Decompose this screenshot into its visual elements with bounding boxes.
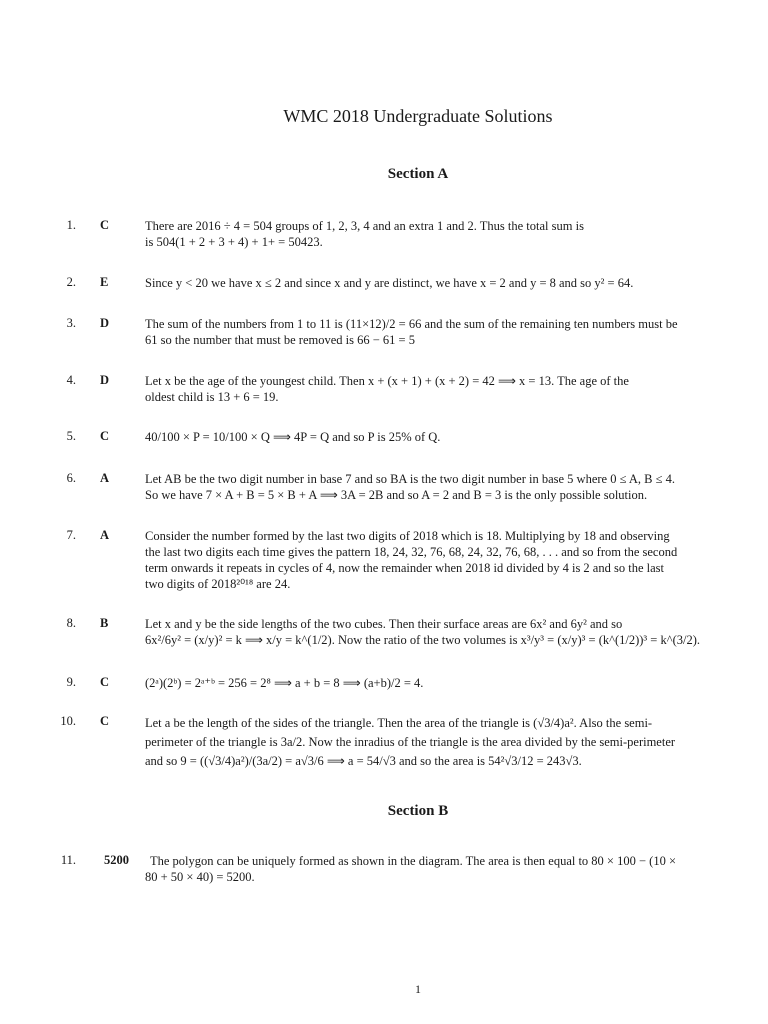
- problem-answer: A: [100, 528, 110, 542]
- problem-number: 8.: [66, 616, 76, 630]
- problem-solution: [145, 616, 723, 648]
- solution-line: two digits of 2018²⁰¹⁸ are 24.: [145, 577, 291, 591]
- problem-number: 3.: [66, 316, 76, 330]
- solution-line: Consider the number formed by the last two digits of 2018 which is 18. Multiplying by 18 and observing: [145, 529, 670, 543]
- solution-line: the last two digits each time gives the pattern 18, 24, 32, 76, 68, 24, 32, 76, 68, . . . and so from the second: [145, 545, 678, 559]
- problem-solution: [145, 429, 723, 445]
- problem-number: 4.: [66, 373, 76, 387]
- problem-solution: [145, 714, 723, 771]
- solution-line: Let AB be the two digit number in base 7 and so BA is the two digit number in base 5 where 0 ≤ A, B ≤ 4.: [145, 472, 675, 486]
- problem-solution: [145, 675, 723, 691]
- problem-answer: C: [100, 675, 110, 689]
- section-b-heading: Section B: [387, 803, 449, 819]
- problem-answer: C: [100, 714, 110, 728]
- problem-answer: A: [100, 471, 110, 485]
- problem-answer: D: [100, 316, 110, 330]
- section-a-heading: Section A: [387, 166, 449, 182]
- problem-number: 7.: [66, 528, 76, 542]
- problem-solution: [145, 218, 723, 250]
- problem-answer: D: [100, 373, 110, 387]
- problem-answer: B: [100, 616, 109, 630]
- solution-line: Since y < 20 we have x ≤ 2 and since x and y are distinct, we have x = 2 and y = 8 and so y² = 64.: [145, 276, 634, 290]
- solution-line: 80 + 50 × 40) = 5200.: [145, 870, 255, 884]
- problem-answer: C: [100, 218, 110, 232]
- problem-solution: [145, 373, 723, 405]
- solution-line: oldest child is 13 + 6 = 19.: [145, 390, 279, 404]
- problem-number: 11.: [60, 853, 76, 867]
- solution-line: is 504(1 + 2 + 3 + 4) + 1+ = 50423.: [145, 235, 323, 249]
- page-number: 1: [415, 982, 421, 996]
- solution-line: (2ᵃ)(2ᵇ) = 2ᵃ⁺ᵇ = 256 = 2⁸ ⟹ a + b = 8 ⟹ (a+b)/2 = 4.: [145, 676, 424, 690]
- solution-line: perimeter of the triangle is 3a/2. Now the inradius of the triangle is the area divided by the semi-perimeter: [145, 735, 676, 749]
- problem-number: 6.: [66, 471, 76, 485]
- problem-answer: E: [100, 275, 109, 289]
- problem-answer: 5200: [104, 853, 129, 867]
- document-title: WMC 2018 Undergraduate Solutions: [283, 106, 553, 126]
- solution-line: Let a be the length of the sides of the triangle. Then the area of the triangle is (√3/4)a². Also the semi-: [145, 716, 653, 730]
- solution-line: term onwards it repeats in cycles of 4, now the remainder when 2018 id divided by 4 is 2 and so the last: [145, 561, 664, 575]
- problem-solution: [145, 528, 723, 592]
- problem-number: 5.: [66, 429, 76, 443]
- problem-number: 9.: [66, 675, 76, 689]
- solution-line: There are 2016 ÷ 4 = 504 groups of 1, 2, 3, 4 and an extra 1 and 2. Thus the total sum is: [145, 219, 584, 233]
- problem-solution: [145, 853, 723, 885]
- solution-line: 61 so the number that must be removed is 66 − 61 = 5: [145, 333, 415, 347]
- solution-line: Let x be the age of the youngest child. Then x + (x + 1) + (x + 2) = 42 ⟹ x = 13. The age of the: [145, 374, 629, 388]
- solution-line: 6x²/6y² = (x/y)² = k ⟹ x/y = k^(1/2). Now the ratio of the two volumes is x³/y³ = (x/y)³ = (k^(1/2))³ = k^(3/2).: [145, 633, 701, 647]
- solution-line: The sum of the numbers from 1 to 11 is (11×12)/2 = 66 and the sum of the remaining ten numbers must be: [145, 317, 678, 331]
- solution-line: So we have 7 × A + B = 5 × B + A ⟹ 3A = 2B and so A = 2 and B = 3 is the only possible solution.: [145, 488, 648, 502]
- solution-line: and so 9 = ((√3/4)a²)/(3a/2) = a√3/6 ⟹ a = 54/√3 and so the area is 54²√3/12 = 243√3.: [145, 754, 582, 768]
- problem-solution: [145, 275, 723, 291]
- problem-number: 10.: [60, 714, 76, 728]
- problem-solution: [145, 471, 723, 503]
- solution-line: 40/100 × P = 10/100 × Q ⟹ 4P = Q and so P is 25% of Q.: [145, 430, 441, 444]
- problem-solution: [145, 316, 723, 348]
- problem-answer: C: [100, 429, 110, 443]
- problem-number: 1.: [66, 218, 76, 232]
- solution-line: The polygon can be uniquely formed as shown in the diagram. The area is then equal to 80 × 100 − (10 ×: [150, 854, 676, 868]
- problem-number: 2.: [66, 275, 76, 289]
- solution-line: Let x and y be the side lengths of the two cubes. Then their surface areas are 6x² and 6y² and so: [145, 617, 623, 631]
